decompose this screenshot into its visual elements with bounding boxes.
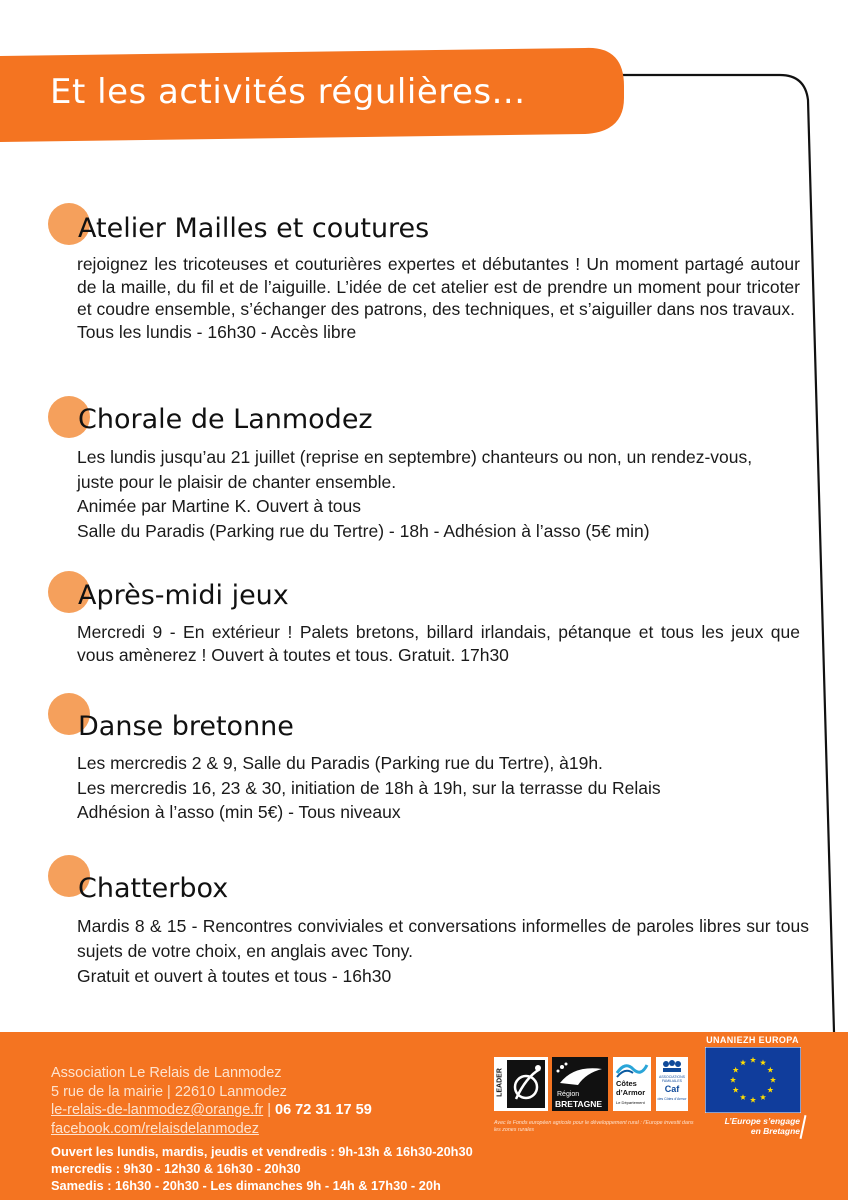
eu-tagline-line2: en Bretagne xyxy=(750,1126,800,1136)
activity-text: Salle du Paradis (Parking rue du Tertre) - 18h - Adhésion à l’asso (5€ min) xyxy=(77,520,650,541)
activity-title: Atelier Mailles et coutures xyxy=(78,213,430,244)
activity-title: Après-midi jeux xyxy=(78,580,289,611)
hours-line: mercredis : 9h30 - 12h30 & 16h30 - 20h30 xyxy=(51,1161,301,1176)
activity-text: Les lundis jusqu’au 21 juillet (reprise en septembre) chanteurs ou non, un rendez-vous, juste pour le plaisir de chanter ensemble. xyxy=(77,447,753,492)
activity-description xyxy=(77,253,800,343)
activity-text: Mercredi 9 - En extérieur ! Palets bretons, billard irlandais, pétanque et tous les jeux que vous amènerez ! Ouvert à toutes et tous. Gratuit. 17h30 xyxy=(77,622,800,665)
leader-logo xyxy=(494,1057,548,1111)
eu-flag-icon xyxy=(705,1047,801,1113)
region-label: Région xyxy=(557,1091,580,1098)
association-name: Association Le Relais de Lanmodez xyxy=(51,1065,282,1081)
opening-hours xyxy=(51,1143,473,1194)
eu-header: UNANIEZH EUROPA xyxy=(706,1035,799,1045)
cotes-line1: Côtes xyxy=(616,1079,637,1088)
cotes-line2: d’Armor xyxy=(616,1088,646,1097)
caf-line1: ASSOCIATIONS FAMILIALES xyxy=(659,1075,685,1083)
leader-caption: Avec le Fonds européen agricole pour le développement rural : l’Europe investit dans les zones rurales xyxy=(494,1120,694,1133)
hours-line: Samedis : 16h30 - 20h30 - Les dimanches 9h - 14h & 17h30 - 20h xyxy=(51,1178,441,1193)
hours-line: Ouvert les lundis, mardis, jeudis et vendredis : 9h-13h & 16h30-20h30 xyxy=(51,1144,473,1159)
frame-line xyxy=(600,75,834,1032)
activity-description xyxy=(77,445,777,543)
activity-text: Gratuit et ouvert à toutes et tous - 16h30 xyxy=(77,966,392,986)
facebook-line xyxy=(51,1120,372,1139)
association-address: 5 rue de la mairie | 22610 Lanmodez xyxy=(51,1083,287,1100)
activity-title: Chatterbox xyxy=(78,873,229,904)
activity-text: Les mercredis 16, 23 & 30, initiation de 18h à 19h, sur la terrasse du Relais xyxy=(77,777,661,798)
caf-people-icon xyxy=(656,1058,688,1074)
activity-description xyxy=(77,621,800,666)
eu-tagline xyxy=(700,1116,800,1136)
activity-text: rejoignez les tricoteuses et couturières expertes et débutantes ! Un moment partagé autour de la maille, du fil et de l’aiguille. L’idée de cet atelier est de prendre un moment pour tricoter et coudre ensemble, s’échanger des patrons, des techniques, et s’aiguiller dans nos travaux. xyxy=(77,254,800,319)
activity-text: Mardis 8 & 15 - Rencontres conviviales et conversations informelles de paroles libres sur tous sujets de votre choix, en anglais avec Tony. xyxy=(77,916,809,961)
page-title: Et les activités régulières... xyxy=(50,72,526,112)
cotes-line3: Le Département xyxy=(616,1100,645,1105)
cotes-armor-logo xyxy=(613,1057,651,1111)
caf-line3: des Côtes d’Armor xyxy=(657,1097,687,1101)
leader-text: LEADER xyxy=(496,1068,504,1097)
eu-tagline-line1: L’Europe s’engage xyxy=(724,1116,800,1126)
phone-number: 06 72 31 17 59 xyxy=(275,1102,372,1118)
activity-description xyxy=(77,751,807,825)
email-link[interactable]: le-relais-de-lanmodez@orange.fr xyxy=(51,1102,264,1118)
activity-text: Les mercredis 2 & 9, Salle du Paradis (Parking rue du Tertre), à19h. xyxy=(77,753,603,773)
footer-contact xyxy=(51,1064,372,1138)
activity-text: Tous les lundis - 16h30 - Accès libre xyxy=(77,321,357,342)
region-bird-icon xyxy=(552,1059,608,1089)
caf-logo xyxy=(656,1057,688,1111)
caf-line2: Caf xyxy=(664,1084,680,1094)
activity-text: Animée par Martine K. Ouvert à tous xyxy=(77,496,362,516)
region-bretagne-logo xyxy=(552,1057,608,1111)
activity-title: Danse bretonne xyxy=(78,711,294,742)
contact-line xyxy=(51,1101,372,1120)
activity-description xyxy=(77,914,809,989)
separator: | xyxy=(263,1102,276,1118)
cotes-wave-icon xyxy=(613,1059,651,1079)
facebook-link[interactable]: facebook.com/relaisdelanmodez xyxy=(51,1120,259,1137)
region-name: BRETAGNE xyxy=(555,1099,603,1109)
activity-title: Chorale de Lanmodez xyxy=(78,404,373,435)
activity-text: Adhésion à l’asso (min 5€) - Tous niveaux xyxy=(77,802,401,822)
